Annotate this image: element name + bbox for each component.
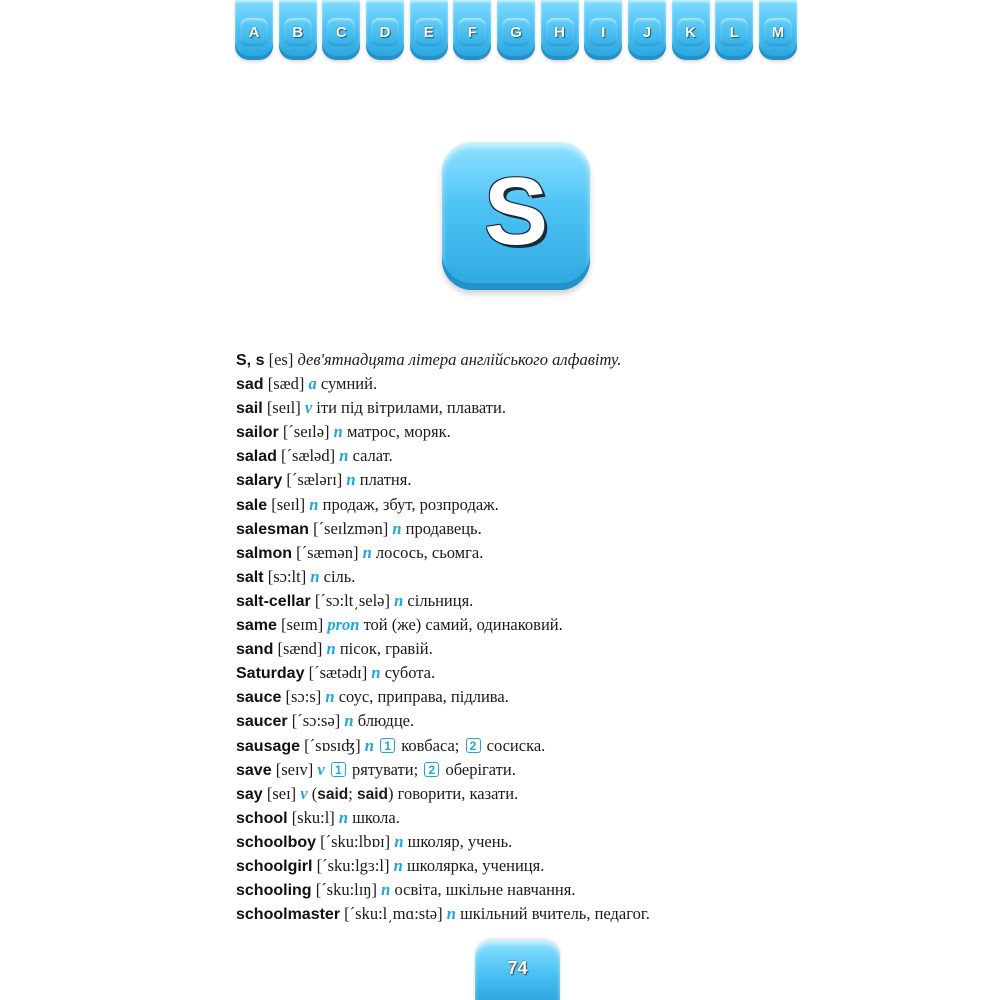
tab-letter: L bbox=[720, 18, 748, 46]
alphabet-tab-g[interactable] bbox=[497, 0, 535, 60]
dictionary-entry bbox=[236, 348, 756, 372]
alphabet-tab-d[interactable] bbox=[366, 0, 404, 60]
pronunciation: [seɪv] bbox=[275, 759, 314, 779]
section-letter-badge bbox=[442, 142, 590, 290]
headword: sad bbox=[236, 376, 264, 394]
past-form: said bbox=[317, 785, 349, 803]
pronunciation: [´seɪlzmən] bbox=[313, 518, 389, 538]
sense-number-badge: 2 bbox=[424, 762, 439, 777]
definition: блюдце. bbox=[357, 711, 415, 731]
dictionary-entry bbox=[236, 830, 756, 854]
dictionary-entry bbox=[236, 854, 756, 878]
alphabet-tab-f[interactable] bbox=[453, 0, 491, 60]
part-of-speech: n bbox=[371, 663, 381, 683]
headword: school bbox=[236, 809, 288, 827]
headword: same bbox=[236, 617, 277, 635]
pronunciation: [es] bbox=[268, 350, 294, 369]
part-of-speech: pron bbox=[327, 615, 360, 635]
part-of-speech: n bbox=[346, 470, 356, 490]
part-of-speech: v bbox=[317, 759, 325, 779]
tab-letter: J bbox=[633, 18, 661, 46]
definition: той (же) самий, одинаковий. bbox=[363, 615, 563, 635]
dictionary-entry bbox=[236, 565, 756, 589]
dictionary-entry bbox=[236, 637, 756, 661]
definition: школяр, учень. bbox=[407, 831, 513, 851]
alphabet-tab-j[interactable] bbox=[628, 0, 666, 60]
dictionary-entry bbox=[236, 685, 756, 709]
tab-letter: G bbox=[502, 18, 530, 46]
headword: schoolmaster bbox=[236, 906, 341, 924]
alphabet-tab-c[interactable] bbox=[322, 0, 360, 60]
definition: пісок, гравій. bbox=[339, 639, 433, 659]
dictionary-entry bbox=[236, 782, 756, 806]
headword: salmon bbox=[236, 544, 293, 562]
headword: saucer bbox=[236, 713, 288, 731]
dictionary-entries bbox=[236, 348, 756, 926]
pronunciation: [´sæləd] bbox=[281, 446, 336, 466]
headword: salesman bbox=[236, 520, 309, 538]
forms-open-paren: ( bbox=[311, 783, 318, 803]
alphabet-tab-e[interactable] bbox=[410, 0, 448, 60]
part-of-speech: n bbox=[309, 494, 319, 514]
pronunciation: [sɔ:lt] bbox=[267, 566, 307, 586]
definition: лосось, сьомга. bbox=[375, 542, 484, 562]
tab-letter: I bbox=[589, 18, 617, 46]
definition: оберігати. bbox=[445, 759, 516, 779]
part-of-speech: n bbox=[393, 855, 403, 875]
headword: S, s bbox=[236, 352, 265, 369]
part-of-speech: n bbox=[325, 687, 335, 707]
headword: sail bbox=[236, 400, 263, 418]
dictionary-entry bbox=[236, 758, 756, 782]
tab-letter: D bbox=[371, 18, 399, 46]
definition: продавець. bbox=[405, 518, 482, 538]
part-of-speech: a bbox=[308, 374, 317, 394]
definition: матрос, моряк. bbox=[346, 422, 451, 442]
dictionary-entry bbox=[236, 902, 756, 926]
pronunciation: [´sætədɪ] bbox=[308, 663, 368, 683]
sense-number-badge: 1 bbox=[331, 762, 346, 777]
definition: сіль. bbox=[323, 566, 356, 586]
headword: schoolgirl bbox=[236, 857, 313, 875]
dictionary-entry bbox=[236, 517, 756, 541]
alphabet-tab-m[interactable] bbox=[759, 0, 797, 60]
pronunciation: [seɪm] bbox=[281, 615, 324, 635]
tab-letter: M bbox=[764, 18, 792, 46]
tab-letter: H bbox=[546, 18, 574, 46]
pronunciation: [´sɔ:lt͵selə] bbox=[314, 590, 390, 610]
part-of-speech: n bbox=[344, 711, 354, 731]
alphabet-tab-k[interactable] bbox=[672, 0, 710, 60]
headword: sale bbox=[236, 496, 268, 514]
tab-letter: F bbox=[458, 18, 486, 46]
dictionary-entry bbox=[236, 661, 756, 685]
definition: сосиска. bbox=[486, 735, 546, 755]
part-of-speech: n bbox=[333, 422, 343, 442]
headword: schooling bbox=[236, 882, 312, 900]
definition: рятувати; bbox=[352, 759, 419, 779]
dictionary-entry bbox=[236, 493, 756, 517]
sense-number-badge: 2 bbox=[466, 738, 481, 753]
definition: сумний. bbox=[320, 374, 378, 394]
definition: сільниця. bbox=[407, 590, 474, 610]
pronunciation: [´seɪlə] bbox=[282, 422, 330, 442]
definition: школярка, учениця. bbox=[406, 855, 545, 875]
dictionary-entry bbox=[236, 372, 756, 396]
pronunciation: [sɔ:s] bbox=[285, 687, 322, 707]
part-of-speech: v bbox=[300, 783, 308, 803]
pronunciation: [seɪ] bbox=[266, 783, 297, 803]
pronunciation: [´sku:lgɜ:l] bbox=[316, 855, 390, 875]
pronunciation: [´sælərɪ] bbox=[286, 470, 343, 490]
alphabet-tab-a[interactable] bbox=[235, 0, 273, 60]
dictionary-entry bbox=[236, 878, 756, 902]
definition: школа. bbox=[352, 807, 400, 827]
part-of-speech: n bbox=[338, 807, 349, 827]
part-of-speech: n bbox=[362, 542, 372, 562]
part-of-speech: n bbox=[392, 518, 402, 538]
definition: говорити, казати. bbox=[397, 783, 519, 803]
tab-letter: K bbox=[677, 18, 705, 46]
tab-letter: C bbox=[327, 18, 355, 46]
part-of-speech: n bbox=[394, 590, 404, 610]
headword: salad bbox=[236, 448, 277, 466]
dictionary-entry bbox=[236, 396, 756, 420]
part-of-speech: n bbox=[446, 904, 456, 924]
tab-letter: E bbox=[415, 18, 443, 46]
headword: sausage bbox=[236, 737, 301, 755]
section-letter: S bbox=[483, 158, 549, 265]
participle-form: said bbox=[356, 785, 388, 803]
page-number: 74 bbox=[507, 958, 528, 978]
headword: sauce bbox=[236, 689, 282, 707]
definition: продаж, збут, розпродаж. bbox=[322, 494, 499, 514]
dictionary-entry bbox=[236, 541, 756, 565]
headword: sailor bbox=[236, 424, 279, 442]
headword: say bbox=[236, 785, 263, 803]
pronunciation: [´sɒsɪʤ] bbox=[304, 735, 361, 755]
tab-letter: A bbox=[240, 18, 268, 46]
alphabet-index bbox=[235, 0, 797, 62]
definition: субота. bbox=[384, 663, 436, 683]
dictionary-entry bbox=[236, 806, 756, 830]
part-of-speech: v bbox=[304, 398, 313, 418]
alphabet-tab-l[interactable] bbox=[715, 0, 753, 60]
pronunciation: [´sɔ:sə] bbox=[291, 711, 341, 731]
headword: save bbox=[236, 761, 272, 779]
alphabet-tab-h[interactable] bbox=[541, 0, 579, 60]
dictionary-entry bbox=[236, 613, 756, 637]
part-of-speech: n bbox=[326, 639, 336, 659]
alphabet-tab-b[interactable] bbox=[279, 0, 317, 60]
part-of-speech: n bbox=[310, 566, 320, 586]
forms-separator: ; bbox=[348, 783, 357, 803]
part-of-speech: n bbox=[339, 446, 349, 466]
tab-letter: B bbox=[284, 18, 312, 46]
pronunciation: [seɪl] bbox=[266, 398, 301, 418]
headword: sand bbox=[236, 641, 274, 659]
headword: schoolboy bbox=[236, 833, 317, 851]
dictionary-entry bbox=[236, 589, 756, 613]
dictionary-entry bbox=[236, 444, 756, 468]
dictionary-entry bbox=[236, 734, 756, 758]
pronunciation: [sæd] bbox=[267, 374, 305, 394]
alphabet-tab-i[interactable] bbox=[584, 0, 622, 60]
definition: салат. bbox=[352, 446, 393, 466]
definition: освіта, шкільне навчання. bbox=[394, 880, 576, 900]
headword: salt-cellar bbox=[236, 592, 311, 610]
pronunciation: [´sæmən] bbox=[296, 542, 359, 562]
part-of-speech: n bbox=[364, 735, 374, 755]
pronunciation: [´sku:lɪŋ] bbox=[315, 880, 378, 900]
sense-number-badge: 1 bbox=[380, 738, 395, 753]
definition: шкільний вчитель, педагог. bbox=[460, 904, 650, 924]
pronunciation: [´sku:lbɒɪ] bbox=[320, 831, 391, 851]
definition: платня. bbox=[359, 470, 412, 490]
definition: іти під вітрилами, плавати. bbox=[316, 398, 506, 418]
headword: Saturday bbox=[236, 665, 305, 683]
definition: дев'ятнадцята літера англійського алфавіту. bbox=[297, 350, 622, 369]
forms-close-paren: ) bbox=[387, 783, 394, 803]
pronunciation: [sku:l] bbox=[291, 807, 335, 827]
part-of-speech: n bbox=[394, 831, 404, 851]
pronunciation: [sænd] bbox=[277, 639, 323, 659]
dictionary-entry bbox=[236, 420, 756, 444]
verb-forms bbox=[312, 784, 394, 803]
dictionary-entry bbox=[236, 709, 756, 733]
page-number-tab bbox=[475, 940, 560, 1000]
headword: salary bbox=[236, 472, 283, 490]
definition: ковбаса; bbox=[401, 735, 460, 755]
pronunciation: [seɪl] bbox=[271, 494, 306, 514]
pronunciation: [´sku:l͵mɑ:stə] bbox=[344, 904, 443, 924]
headword: salt bbox=[236, 568, 264, 586]
dictionary-entry bbox=[236, 468, 756, 492]
part-of-speech: n bbox=[381, 880, 391, 900]
definition: соус, приправа, підлива. bbox=[338, 687, 509, 707]
